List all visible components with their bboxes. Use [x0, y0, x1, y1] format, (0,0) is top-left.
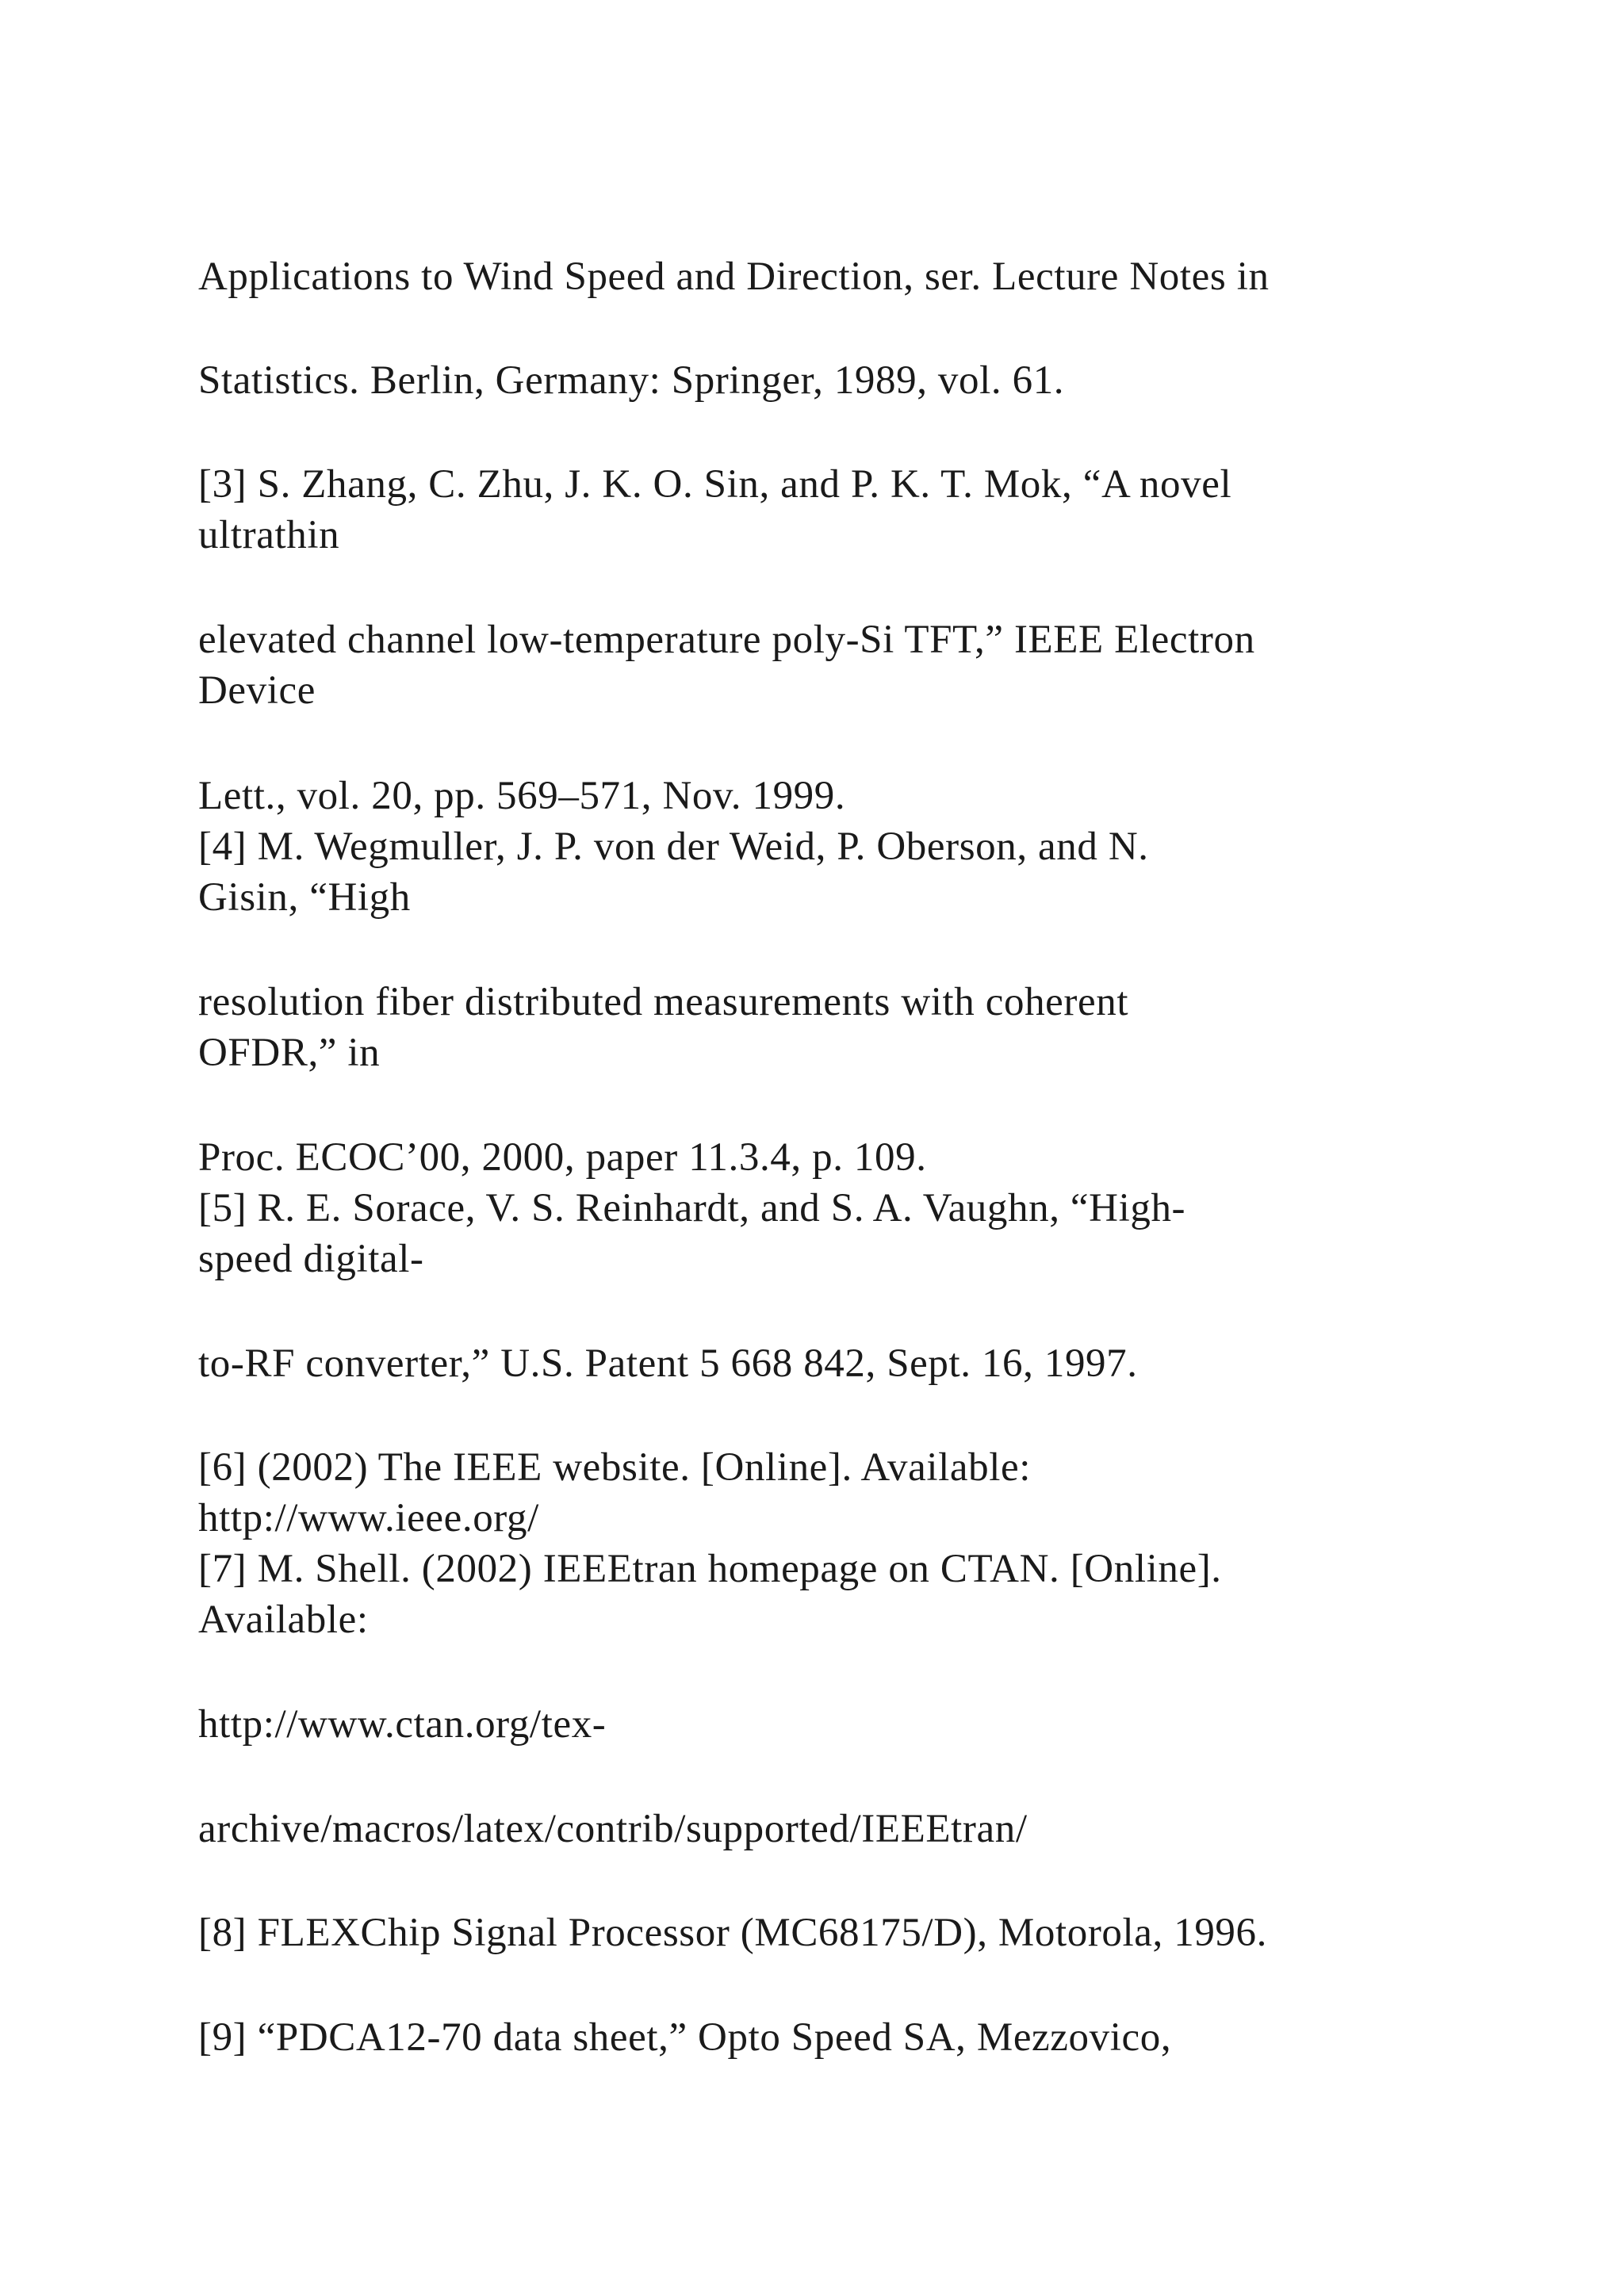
text-line: Proc. ECOC’00, 2000, paper 11.3.4, p. 109.	[198, 1135, 927, 1180]
reference-3-line: [3] S. Zhang, C. Zhu, J. K. O. Sin, and P. K. T. Mok, “A novel	[198, 462, 1232, 507]
reference-7-line: [7] M. Shell. (2002) IEEEtran homepage on CTAN. [Online].	[198, 1547, 1222, 1591]
reference-6-line: [6] (2002) The IEEE website. [Online]. Available:	[198, 1445, 1032, 1490]
reference-5-line: [5] R. E. Sorace, V. S. Reinhardt, and S. A. Vaughn, “High-	[198, 1186, 1186, 1230]
reference-4-line: [4] M. Wegmuller, J. P. von der Weid, P. Oberson, and N.	[198, 825, 1149, 869]
url-text: http://www.ctan.org/tex-	[198, 1702, 607, 1747]
text-line: Gisin, “High	[198, 875, 411, 920]
reference-8-line: [8] FLEXChip Signal Processor (MC68175/D), Motorola, 1996.	[198, 1911, 1267, 1955]
text-line: Applications to Wind Speed and Direction, ser. Lecture Notes in	[198, 254, 1270, 299]
text-line: Device	[198, 668, 316, 713]
text-line: Statistics. Berlin, Germany: Springer, 1989, vol. 61.	[198, 358, 1065, 403]
text-line: speed digital-	[198, 1237, 424, 1281]
text-line: to-RF converter,” U.S. Patent 5 668 842, Sept. 16, 1997.	[198, 1341, 1138, 1386]
reference-9-line: [9] “PDCA12-70 data sheet,” Opto Speed SA, Mezzovico,	[198, 2015, 1172, 2060]
url-text: http://www.ieee.org/	[198, 1496, 539, 1540]
text-line: OFDR,” in	[198, 1031, 381, 1075]
text-line: Lett., vol. 20, pp. 569–571, Nov. 1999.	[198, 774, 846, 818]
text-line: resolution fiber distributed measurements with coherent	[198, 980, 1129, 1024]
text-line: ultrathin	[198, 513, 340, 557]
url-text: archive/macros/latex/contrib/supported/IEEEtran/	[198, 1807, 1028, 1851]
text-line: Available:	[198, 1598, 369, 1642]
text-line: elevated channel low-temperature poly-Si TFT,” IEEE Electron	[198, 618, 1255, 662]
